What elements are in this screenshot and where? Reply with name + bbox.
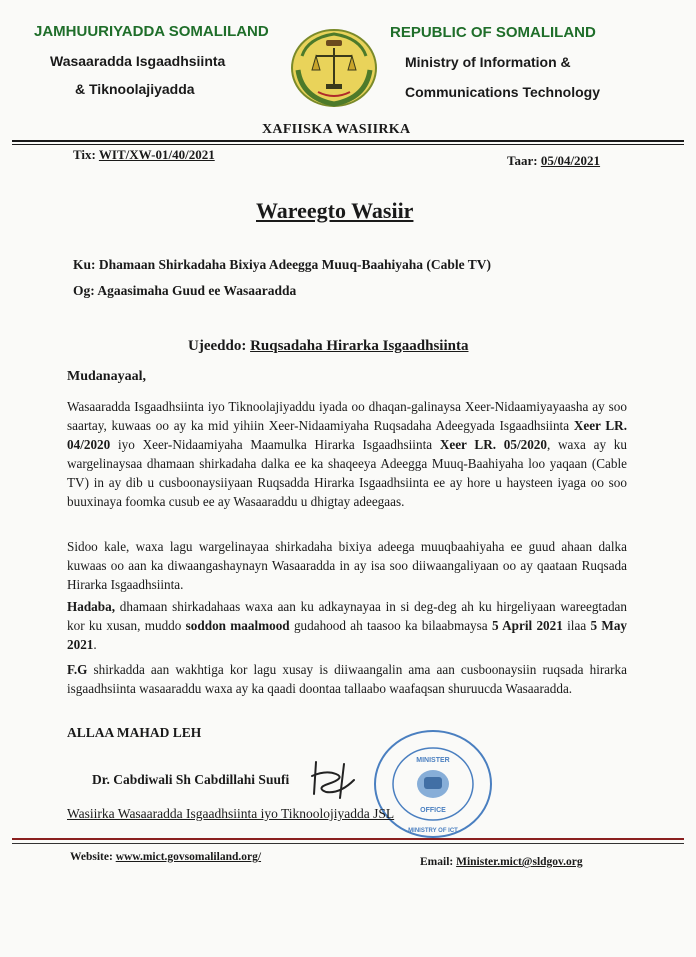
- salutation: Mudanayaal,: [67, 369, 146, 384]
- stamp-bottom-text: OFFICE: [420, 807, 446, 814]
- document-title: Wareegto Wasiir: [256, 198, 414, 223]
- coat-of-arms-emblem: [288, 26, 380, 110]
- header-right-ministry-2: Communications Technology: [405, 84, 600, 100]
- stamp-top-text: MINISTER: [416, 757, 450, 764]
- header-left-ministry-2: & Tiknoolajiyadda: [75, 81, 195, 97]
- paragraph-1: Wasaaradda Isgaadhsiinta iyo Tiknoolajiyaddu iyada oo dhaqan-galinaysa Xeer-Nidaamiyayaasha ay soo saartay, kuwaas oo ay ka mid yihiin Xeer-Nidaamiyaha Ruqsadaha Adeegyada Isgaadhsiinta Xeer LR. 04/2020 iyo Xeer-Nidaamiyaha Maamulka Hirarka Isgaadhsiinta Xeer LR. 05/2020, waxa ay ku wargelinaysaa dhamaan shirkadaha dalka ee ka shaqeeya Adeegga Muuq-Baahiyaha loo yaqaan (Cable TV) in ay dib u cusboonaysiiyaan Ruqsadda Hirarka Isgaadhsiinta ee ay hore u haysteen iyaga oo soo buuxinaya foomka cusub ee ay Wasaaraddu u dhigtay adeegaas.: [67, 399, 628, 509]
- signatory-title: Wasiirka Wasaaradda Isgaadhsiinta iyo Tiknoolojiyadda JSL: [67, 806, 395, 821]
- header-left-country: JAMHUURIYADDA SOMALILAND: [34, 23, 269, 40]
- header-right-country: REPUBLIC OF SOMALILAND: [390, 24, 596, 41]
- closing: ALLAA MAHAD LEH: [67, 725, 202, 740]
- footer-website: Website: www.mict.govsomaliland.org/: [70, 851, 262, 863]
- header-right-ministry-1: Ministry of Information &: [405, 54, 571, 70]
- cc-line: Og: Agaasimaha Guud ee Wasaaradda: [73, 283, 297, 298]
- header-divider-thin: [12, 144, 684, 145]
- cc-recipient: Agaasimaha Guud ee Wasaaradda: [97, 283, 297, 298]
- date-value: 05/04/2021: [540, 153, 601, 168]
- signature-image: [306, 758, 360, 800]
- signatory-name: Dr. Cabdiwali Sh Cabdillahi Suufi: [92, 772, 290, 787]
- paragraph-2: Sidoo kale, waxa lagu wargelinayaa shirkadaha bixiya adeega muuqbaahiyaha ee guud ahaan dalka kuwaas oo aan ka diwaangashaynayn Wasaaradda in ay isa soo diiwaangaliyaan oo ay qaataan Ruqsada Hirarka Isgaadhsiinta.: [67, 539, 627, 592]
- website-link[interactable]: www.mict.govsomaliland.org/: [115, 851, 262, 863]
- header-divider: [12, 140, 684, 142]
- email-link[interactable]: Minister.mict@sldgov.org: [456, 856, 583, 868]
- date: Taar: 05/04/2021: [507, 153, 601, 168]
- paragraph-4: F.G shirkadda aan wakhtiga kor lagu xusay is diiwaangalin ama aan cusboonaysiin ruqsada hirarka isgaadhsiinta wasaaraddu waxa ay ka qaadi doontaa tallaabo waafaqsan shuruucda Wasaaradda.: [67, 662, 627, 696]
- official-stamp: [372, 728, 494, 840]
- office-label: XAFIISKA WASIIRKA: [262, 122, 411, 137]
- reference: Tix: WIT/XW-01/40/2021: [73, 147, 215, 162]
- subject-line: Ujeeddo: Ruqsadaha Hirarka Isgaadhsiinta: [188, 338, 469, 354]
- header-left-ministry-1: Wasaaradda Isgaadhsiinta: [50, 53, 226, 69]
- paragraph-3: Hadaba, dhamaan shirkadahaas waxa aan ku adkaynayaa in si deg-deg ah ku hirgeliyaan wareegtadan kor ku xusan, muddo soddon maalmood gudahood ah taasoo ka bilaabmaysa 5 April 2021 ilaa 5 May 2021.: [67, 599, 628, 652]
- recipient-line: Ku: Dhamaan Shirkadaha Bixiya Adeegga Muuq-Baahiyaha (Cable TV): [73, 257, 491, 272]
- footer-divider: [12, 838, 684, 840]
- recipient: Dhamaan Shirkadaha Bixiya Adeegga Muuq-Baahiyaha (Cable TV): [98, 257, 491, 272]
- subject: Ruqsadaha Hirarka Isgaadhsiinta: [250, 338, 469, 354]
- footer-email: Email: Minister.mict@sldgov.org: [420, 856, 583, 868]
- stamp-ring-text: MINISTRY OF ICT: [408, 828, 458, 834]
- footer-divider-thin: [12, 843, 684, 844]
- reference-number: WIT/XW-01/40/2021: [98, 147, 215, 162]
